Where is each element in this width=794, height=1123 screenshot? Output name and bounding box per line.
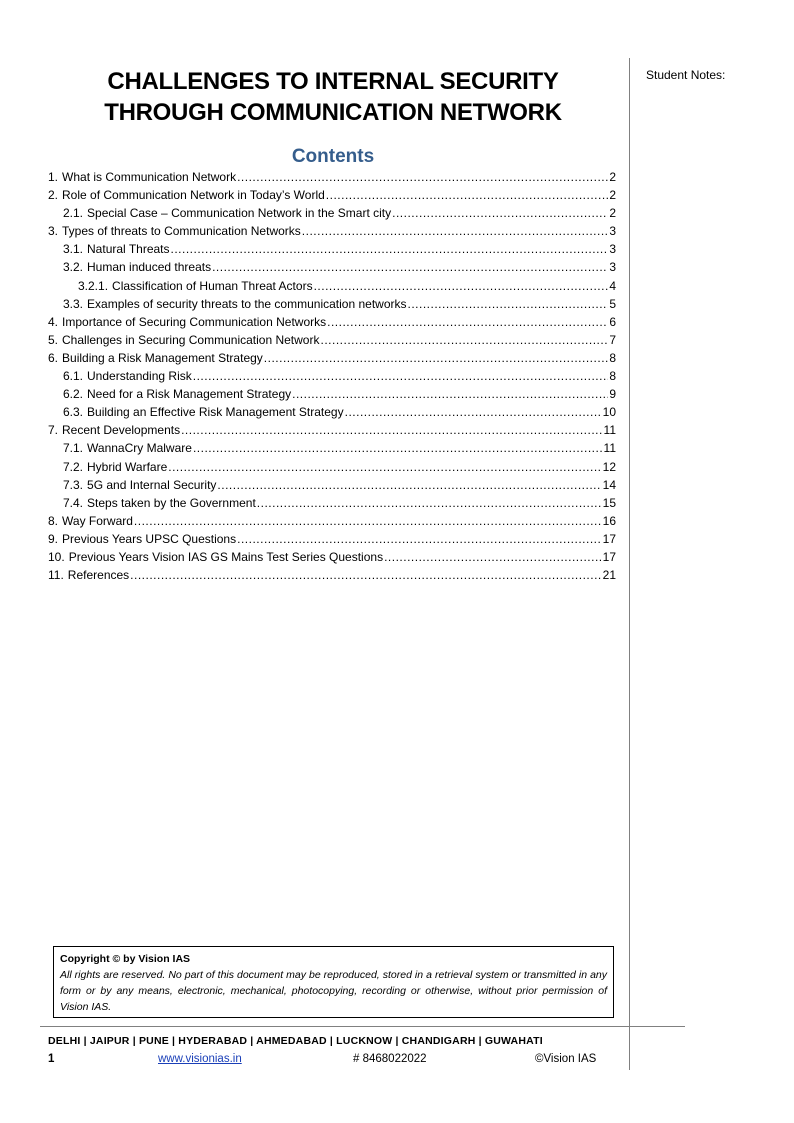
notes-divider — [629, 58, 630, 1070]
toc-entry[interactable] — [48, 206, 616, 224]
toc-entry-page: 7 — [609, 332, 616, 347]
toc-entry-page: 12 — [602, 459, 616, 474]
toc-entry[interactable] — [48, 478, 616, 496]
toc-dot-leader — [237, 532, 602, 546]
page-title — [48, 66, 618, 128]
toc-entry-number: 7.4. — [63, 495, 84, 510]
toc-entry-page: 4 — [609, 278, 616, 293]
toc-dot-leader — [168, 460, 601, 474]
toc-entry-number: 3. — [48, 224, 59, 239]
toc-entry-page: 5 — [609, 296, 616, 311]
copyright-text: All rights are reserved. No part of this document may be reproduced, stored in a retrieval system or transmitted in any form or by any means, electronic, mechanical, photocopying, recording or otherwise, without prior permission of Vision IAS. — [60, 969, 607, 1013]
toc-entry-title: Building a Risk Management Strategy — [62, 350, 263, 365]
toc-entry-number: 2.1. — [63, 206, 84, 221]
toc-dot-leader — [193, 441, 603, 455]
toc-entry[interactable] — [48, 188, 616, 206]
toc-entry[interactable] — [48, 297, 616, 315]
toc-entry[interactable] — [48, 423, 616, 441]
toc-entry-page: 11 — [603, 423, 616, 438]
page-number: 1 — [48, 1053, 55, 1065]
toc-dot-leader — [384, 550, 602, 564]
toc-entry-number: 4. — [48, 314, 59, 329]
toc-entry[interactable] — [48, 514, 616, 532]
toc-entry-title: Need for a Risk Management Strategy — [87, 387, 292, 402]
toc-entry-number: 6.3. — [63, 405, 84, 420]
toc-entry-page: 11 — [603, 441, 616, 456]
toc-entry[interactable] — [48, 550, 616, 568]
toc-entry-page: 21 — [602, 568, 616, 583]
toc-entry-title: Hybrid Warfare — [87, 459, 168, 474]
toc-entry-title: Human induced threats — [87, 260, 212, 275]
toc-dot-leader — [134, 514, 602, 528]
toc-entry-title: Special Case – Communication Network in the Smart city — [87, 206, 392, 221]
website-link[interactable]: www.visionias.in — [158, 1053, 242, 1065]
toc-entry-title: References — [67, 568, 130, 583]
toc-entry-number: 11. — [48, 568, 64, 583]
toc-entry-title: Importance of Securing Communication Networks — [62, 314, 327, 329]
brand-copyright: ©Vision IAS — [535, 1053, 597, 1065]
toc-entry-page: 2 — [609, 170, 616, 184]
toc-entry-page: 8 — [609, 350, 616, 365]
toc-entry-title: Recent Developments — [62, 423, 181, 438]
toc-entry-number: 6.1. — [63, 369, 84, 384]
toc-dot-leader — [302, 224, 609, 238]
toc-entry-page: 8 — [609, 369, 616, 384]
toc-entry-number: 3.2. — [63, 260, 84, 275]
toc-entry-number: 5. — [48, 332, 59, 347]
toc-entry-number: 10. — [48, 549, 65, 564]
phone-number: # 8468022022 — [353, 1053, 427, 1065]
toc-entry-title: Challenges in Securing Communication Network — [62, 332, 320, 347]
title-line-1: CHALLENGES TO INTERNAL SECURITY — [107, 68, 559, 95]
toc-entry[interactable] — [48, 405, 616, 423]
toc-entry-title: Understanding Risk — [87, 369, 192, 384]
toc-entry-title: Way Forward — [62, 513, 133, 528]
toc-entry-number: 1. — [48, 170, 59, 184]
toc-dot-leader — [171, 242, 609, 256]
toc-dot-leader — [130, 568, 601, 582]
toc-entry-number: 8. — [48, 513, 59, 528]
toc-entry[interactable] — [48, 441, 616, 459]
toc-entry[interactable] — [48, 315, 616, 333]
toc-entry-title: Steps taken by the Government — [87, 495, 256, 510]
footer-divider — [40, 1026, 685, 1027]
toc-entry-title: What is Communication Network — [62, 170, 237, 184]
toc-entry-title: 5G and Internal Security — [87, 477, 217, 492]
toc-entry[interactable] — [48, 333, 616, 351]
toc-entry[interactable] — [48, 351, 616, 369]
copyright-box — [53, 946, 614, 1018]
toc-entry-page: 3 — [609, 242, 616, 257]
toc-entry[interactable] — [48, 532, 616, 550]
toc-entry-page: 16 — [602, 513, 616, 528]
toc-entry-page: 17 — [602, 549, 616, 564]
toc-dot-leader — [327, 315, 608, 329]
toc-entry-page: 2 — [609, 188, 616, 203]
toc-dot-leader — [345, 405, 602, 419]
toc-entry-title: Role of Communication Network in Today’s World — [62, 188, 325, 203]
toc-entry-title: Building an Effective Risk Management Strategy — [87, 405, 344, 420]
copyright-title: Copyright © by Vision IAS — [60, 953, 191, 965]
toc-entry-number: 6. — [48, 350, 59, 365]
toc-dot-leader — [314, 279, 609, 293]
toc-entry-page: 17 — [602, 531, 616, 546]
toc-entry[interactable] — [48, 279, 616, 297]
toc-entry-page: 15 — [602, 495, 616, 510]
toc-entry[interactable] — [48, 260, 616, 278]
toc-entry-title: Previous Years UPSC Questions — [62, 531, 237, 546]
toc-entry-page: 14 — [602, 477, 616, 492]
toc-entry[interactable] — [48, 460, 616, 478]
toc-dot-leader — [326, 188, 609, 202]
toc-dot-leader — [408, 297, 609, 311]
toc-dot-leader — [392, 206, 608, 220]
toc-entry-number: 9. — [48, 531, 59, 546]
toc-entry-number: 3.1. — [63, 242, 84, 257]
toc-dot-leader — [237, 170, 608, 184]
toc-entry-title: Classification of Human Threat Actors — [112, 278, 313, 293]
student-notes-label: Student Notes: — [646, 68, 726, 82]
toc-entry-number: 7.1. — [63, 441, 84, 456]
toc-entry[interactable] — [48, 369, 616, 387]
title-line-2: THROUGH COMMUNICATION NETWORK — [104, 99, 562, 126]
toc-entry-number: 3.2.1. — [78, 278, 109, 293]
toc-dot-leader — [193, 369, 609, 383]
toc-entry[interactable] — [48, 224, 616, 242]
toc-entry-number: 7.2. — [63, 459, 84, 474]
toc-entry-number: 6.2. — [63, 387, 84, 402]
toc-entry-title: Examples of security threats to the communication networks — [87, 296, 407, 311]
toc-entry-title: Types of threats to Communication Networks — [62, 224, 301, 239]
toc-entry-title: Previous Years Vision IAS GS Mains Test Series Questions — [68, 549, 384, 564]
table-of-contents — [48, 170, 616, 586]
toc-entry[interactable] — [48, 242, 616, 260]
toc-entry-title: Natural Threats — [87, 242, 170, 257]
toc-dot-leader — [264, 351, 609, 365]
toc-dot-leader — [212, 260, 608, 274]
toc-entry[interactable] — [48, 568, 616, 586]
toc-entry-number: 7. — [48, 423, 59, 438]
toc-entry-page: 9 — [609, 387, 616, 402]
toc-entry[interactable] — [48, 170, 616, 188]
toc-entry-number: 3.3. — [63, 296, 84, 311]
footer-cities: DELHI | JAIPUR | PUNE | HYDERABAD | AHMEDABAD | LUCKNOW | CHANDIGARH | GUWAHATI — [48, 1035, 543, 1047]
toc-dot-leader — [292, 387, 608, 401]
toc-entry-title: WannaCry Malware — [87, 441, 192, 456]
toc-entry[interactable] — [48, 387, 616, 405]
toc-entry-page: 10 — [602, 405, 616, 420]
toc-entry-page: 6 — [609, 314, 616, 329]
toc-entry-number: 2. — [48, 188, 59, 203]
toc-entry-page: 3 — [609, 224, 616, 239]
toc-entry-page: 3 — [609, 260, 616, 275]
toc-entry[interactable] — [48, 496, 616, 514]
toc-dot-leader — [320, 333, 608, 347]
toc-entry-number: 7.3. — [63, 477, 84, 492]
toc-dot-leader — [181, 423, 602, 437]
toc-dot-leader — [257, 496, 602, 510]
contents-heading: Contents — [291, 146, 375, 167]
toc-dot-leader — [217, 478, 601, 492]
toc-entry-page: 2 — [609, 206, 616, 221]
